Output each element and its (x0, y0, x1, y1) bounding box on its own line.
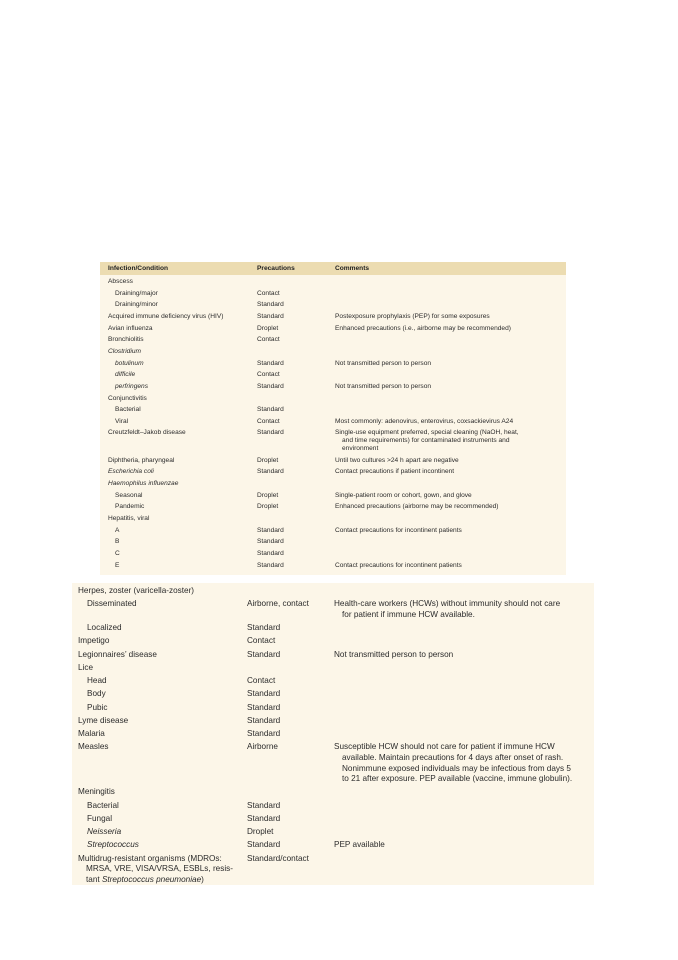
comment-line: to 21 after exposure. PEP available (vaccine, immune globulin). (342, 774, 573, 784)
condition-cell: Multidrug-resistant organisms (MDROs: (78, 853, 222, 863)
condition-cell: E (115, 561, 120, 569)
precaution-cell: Standard (247, 813, 281, 823)
condition-cell: Abscess (108, 278, 133, 285)
condition-cell: Avian influenza (108, 324, 153, 332)
condition-cell: Localized (87, 623, 122, 633)
precaution-cell: Droplet (257, 503, 279, 511)
condition-cell: Hepatitis, viral (108, 514, 150, 522)
precaution-cell: Standard (247, 689, 281, 699)
comment-line: Enhanced precautions (i.e., airborne may be recommended) (335, 324, 511, 332)
condition-cell: Fungal (87, 813, 113, 823)
precautions-table-part-2 (72, 583, 594, 885)
comment-line: Contact precautions for incontinent patients (335, 526, 462, 534)
comment-line: Until two cultures >24 h apart are negative (335, 456, 459, 464)
condition-cell: Escherichia coli (108, 468, 154, 476)
comment-line: environment (342, 445, 379, 453)
condition-cell: C (115, 549, 120, 557)
condition-cell: Viral (115, 417, 129, 425)
precaution-cell: Droplet (257, 456, 279, 464)
precaution-cell: Standard (247, 623, 281, 633)
condition-cell: Impetigo (78, 636, 110, 646)
comment-line: and time requirements) for contaminated instruments and (342, 437, 510, 445)
precaution-cell: Standard (257, 561, 284, 569)
condition-cell: Streptococcus (87, 840, 139, 850)
header-precautions: Precautions (257, 265, 295, 272)
comment-line: Health-care workers (HCWs) without immunity should not care (334, 599, 561, 609)
condition-cell: Haemophilus influenzae (108, 480, 179, 487)
condition-cell: Head (87, 676, 107, 686)
condition-cell: Lice (78, 662, 94, 672)
precaution-cell: Standard (257, 429, 284, 437)
condition-cell: Draining/minor (115, 301, 158, 309)
condition-cell: Creutzfeldt–Jakob disease (108, 429, 186, 437)
precaution-cell: Standard (247, 649, 281, 659)
precaution-cell: Contact (247, 676, 276, 686)
condition-cell: Clostridium (108, 347, 141, 355)
precaution-cell: Airborne (247, 742, 278, 752)
condition-cell: A (115, 526, 120, 534)
precaution-cell: Contact (257, 417, 280, 425)
precaution-cell: Droplet (247, 827, 274, 837)
precaution-cell: Standard (257, 538, 284, 546)
precaution-cell: Standard (257, 312, 284, 320)
precaution-cell: Droplet (257, 491, 279, 499)
condition-cell: Malaria (78, 729, 105, 739)
condition-cell: Pubic (87, 702, 108, 712)
precaution-cell: Standard (257, 359, 284, 367)
precaution-cell: Standard (247, 840, 281, 850)
precaution-cell: Standard (257, 468, 284, 476)
condition-cell: Legionnaires’ disease (78, 649, 157, 659)
precaution-cell: Contact (247, 636, 276, 646)
header-comments: Comments (335, 265, 370, 272)
condition-cell: Bronchiolitis (108, 336, 144, 344)
condition-cell: B (115, 538, 120, 546)
comment-line: Single-use equipment preferred, special cleaning (NaOH, heat, (335, 429, 519, 437)
condition-cell: Meningitis (78, 787, 115, 797)
precaution-cell: Contact (257, 336, 280, 344)
precaution-cell: Standard (257, 406, 284, 414)
table-header (100, 262, 566, 275)
precaution-cell: Contact (257, 289, 280, 297)
header-infection: Infection/Condition (108, 265, 169, 272)
comment-line: PEP available (334, 840, 385, 850)
comment-line: Not transmitted person to person (335, 382, 432, 390)
condition-cell: botulinum (115, 359, 144, 367)
condition-cell: Measles (78, 742, 109, 752)
condition-text: tant (86, 874, 102, 884)
precaution-cell: Standard (257, 382, 284, 390)
precaution-cell: Standard/contact (247, 853, 309, 863)
condition-cell: Draining/major (115, 289, 158, 297)
condition-cell: MRSA, VRE, VISA/VRSA, ESBLs, resis- (86, 864, 233, 874)
condition-cell: Body (87, 689, 106, 699)
precaution-cell: Standard (257, 301, 284, 309)
comment-line: Contact precautions for incontinent patients (335, 561, 462, 569)
comment-line: Enhanced precautions (airborne may be recommended) (335, 503, 499, 511)
comment-line: Contact precautions if patient incontinent (335, 468, 455, 476)
condition-cell: Herpes, zoster (varicella-zoster) (78, 586, 195, 595)
condition-cell: Diphtheria, pharyngeal (108, 456, 175, 464)
comment-line: Not transmitted person to person (334, 649, 454, 659)
comment-line: Single-patient room or cohort, gown, and glove (335, 491, 472, 499)
condition-cell (86, 875, 204, 886)
condition-cell: Bacterial (115, 406, 141, 414)
comment-line: Postexposure prophylaxis (PEP) for some exposures (335, 312, 490, 320)
comment-line: Nonimmune exposed individuals may be infectious from days 5 (342, 763, 571, 773)
precaution-cell: Standard (247, 800, 281, 810)
condition-cell: Disseminated (87, 599, 137, 609)
comment-line: Most commonly: adenovirus, enterovirus, coxsackievirus A24 (335, 417, 514, 425)
condition-cell: Acquired immune deficiency virus (HIV) (108, 312, 224, 320)
condition-cell: Pandemic (115, 503, 145, 511)
precaution-cell: Standard (257, 549, 284, 557)
condition-close: ) (201, 874, 204, 884)
comment-line: available. Maintain precautions for 4 days after onset of rash. (342, 752, 564, 762)
precaution-cell: Standard (247, 715, 281, 725)
comment-line: for patient if immune HCW available. (342, 609, 475, 619)
condition-cell: perfringens (115, 382, 148, 390)
condition-cell: Lyme disease (78, 715, 129, 725)
condition-cell: difficile (115, 371, 136, 379)
condition-cell: Seasonal (115, 491, 143, 499)
condition-cell: Neisseria (87, 827, 122, 837)
comment-line: Susceptible HCW should not care for patient if immune HCW (334, 742, 555, 752)
precautions-table-part-1 (100, 262, 566, 575)
precaution-cell: Droplet (257, 324, 279, 332)
precaution-cell: Airborne, contact (247, 599, 309, 609)
condition-cell: Conjunctivitis (108, 394, 147, 402)
condition-italic: Streptococcus pneumoniae (101, 874, 202, 884)
precaution-cell: Contact (257, 371, 280, 379)
precaution-cell: Standard (247, 702, 281, 712)
precaution-cell: Standard (247, 729, 281, 739)
comment-line: Not transmitted person to person (335, 359, 432, 367)
precaution-cell: Standard (257, 526, 284, 534)
condition-cell: Bacterial (87, 800, 119, 810)
